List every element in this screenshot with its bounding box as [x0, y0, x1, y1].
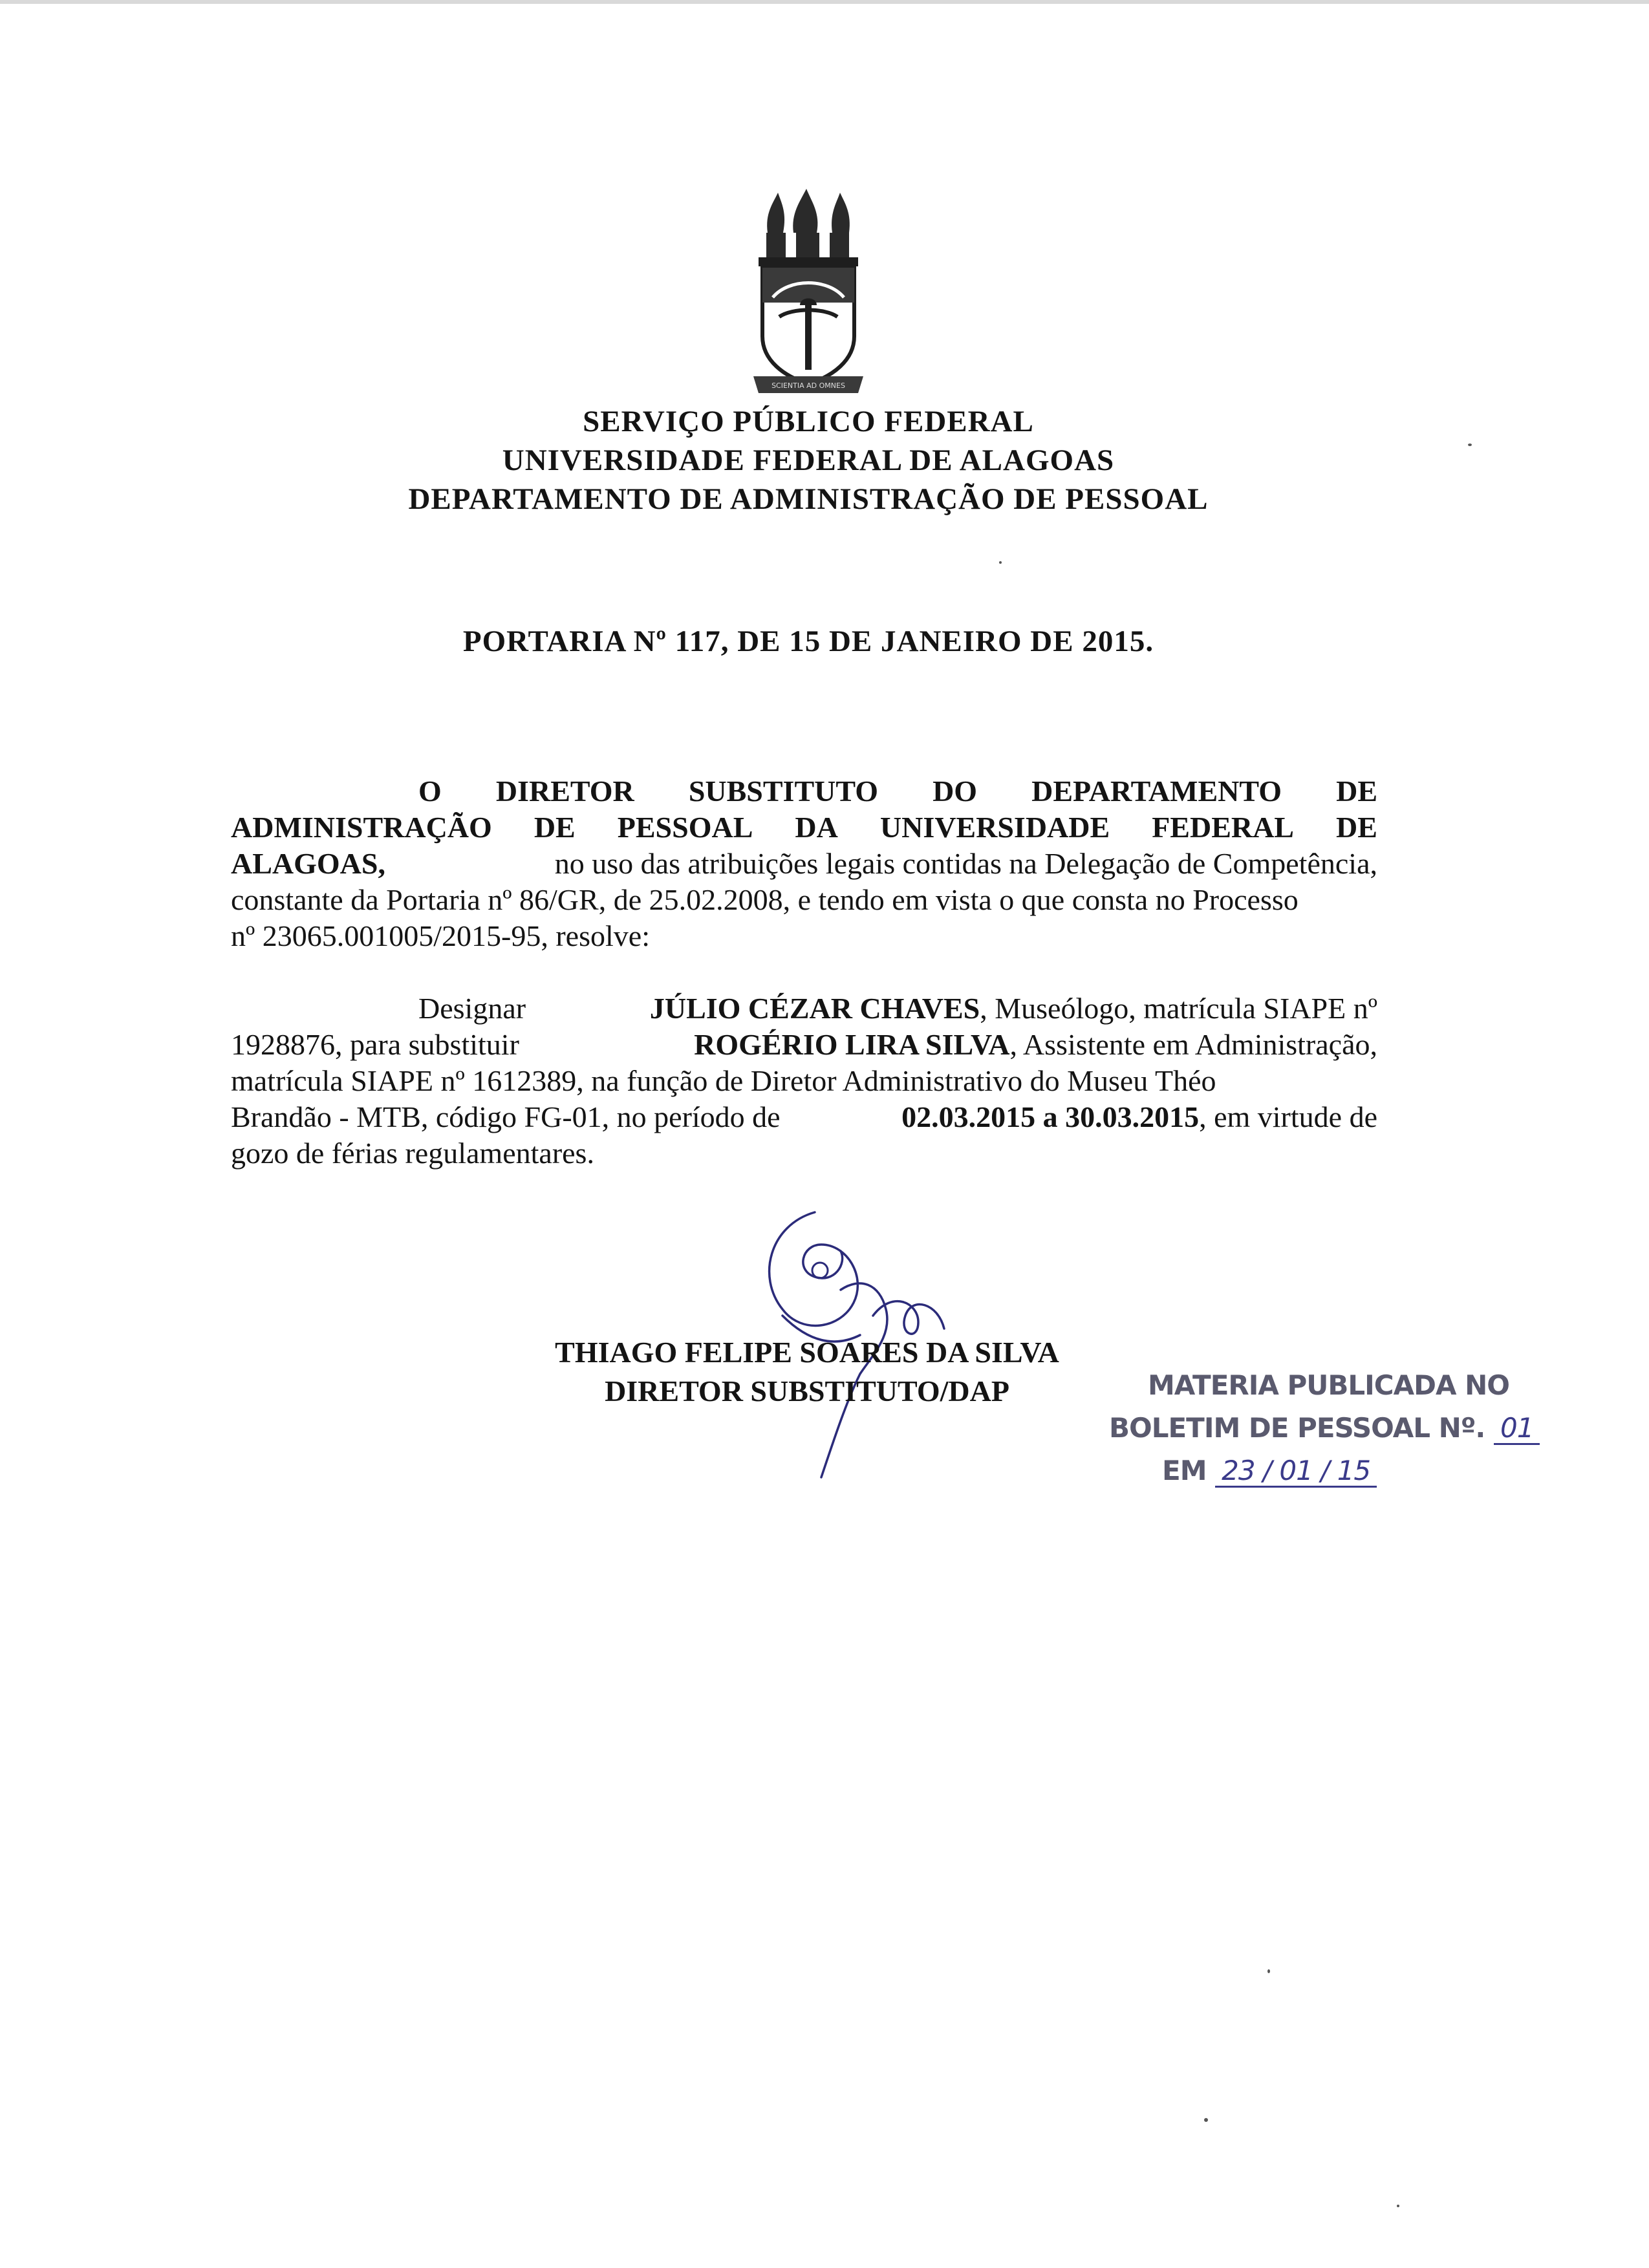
scan-speck: [1397, 2205, 1399, 2207]
designation-line-5: [231, 1135, 1377, 1171]
preamble-word: UNIVERSIDADE: [879, 811, 1110, 844]
preamble-word: FEDERAL: [1152, 811, 1294, 844]
preamble-text: no uso das atribuições legais contidas na Delegação de Competência,: [554, 847, 1377, 880]
designation-paragraph: [231, 990, 1377, 1171]
designation-text: gozo de férias regulamentares.: [231, 1137, 594, 1170]
preamble-word: DE: [1336, 775, 1377, 808]
designation-line-1: [231, 990, 1377, 1027]
designation-text: , Museólogo, matrícula SIAPE nº: [980, 992, 1377, 1025]
ordinance-title: PORTARIA Nº 117, DE 15 DE JANEIRO DE 2015.: [462, 625, 1154, 658]
preamble-bold-text: ALAGOAS,: [231, 847, 385, 880]
scan-speck: [999, 561, 1002, 564]
preamble-paragraph: [231, 773, 1377, 954]
preamble-word: DEPARTAMENTO: [1031, 775, 1282, 808]
document-header: [0, 402, 1617, 519]
stamp-line-3: [1109, 1450, 1484, 1492]
designee-name: JÚLIO CÉZAR CHAVES: [649, 992, 980, 1025]
preamble-word: DE: [534, 811, 576, 844]
crest-motto: SCIENTIA AD OMNES: [771, 381, 845, 390]
preamble-line-5: [231, 918, 1377, 954]
designation-line-4: [231, 1099, 1377, 1135]
signer-name: THIAGO FELIPE SOARES DA SILVA: [555, 1336, 1059, 1369]
stamp-label: BOLETIM DE PESSOAL Nº.: [1109, 1412, 1485, 1444]
scan-top-edge: [0, 0, 1649, 4]
preamble-word: PESSOAL: [617, 811, 753, 844]
designation-text: Designar: [418, 992, 526, 1025]
scan-speck: [1267, 1969, 1270, 1973]
preamble-word: O: [418, 775, 442, 808]
designation-line-3: [231, 1063, 1377, 1099]
preamble-line-3: [231, 846, 1377, 882]
substituted-name: ROGÉRIO LIRA SILVA: [694, 1028, 1010, 1061]
publication-date: 23 / 01 / 15: [1215, 1456, 1377, 1488]
designation-line-2: [231, 1027, 1377, 1063]
university-crest-logo: [753, 187, 863, 401]
period-dates: 02.03.2015 a 30.03.2015: [901, 1100, 1200, 1133]
preamble-word: SUBSTITUTO: [688, 775, 878, 808]
designation-text: , Assistente em Administração,: [1009, 1028, 1377, 1061]
designation-text: Brandão - MTB, código FG-01, no período de: [231, 1100, 781, 1133]
signer-role: DIRETOR SUBSTITUTO/DAP: [605, 1375, 1009, 1407]
preamble-word: DIRETOR: [495, 775, 634, 808]
stamp-label: EM: [1162, 1455, 1207, 1486]
header-line-university: UNIVERSIDADE FEDERAL DE ALAGOAS: [502, 444, 1115, 477]
stamp-line-1: MATERIA PUBLICADA NO: [1148, 1369, 1509, 1401]
preamble-line-1: [231, 773, 1377, 809]
publication-stamp: [1109, 1364, 1534, 1492]
preamble-text: nº 23065.001005/2015-95, resolve:: [231, 919, 650, 952]
scan-speck: [1468, 444, 1472, 446]
signer-block: [523, 1333, 1092, 1411]
designation-text: matrícula SIAPE nº 1612389, na função de Diretor Administrativo do Museu Théo: [231, 1064, 1216, 1097]
scan-speck: [1204, 2118, 1208, 2122]
preamble-word: DO: [932, 775, 978, 808]
preamble-word: DE: [1336, 811, 1377, 844]
preamble-line-4: [231, 882, 1377, 918]
header-line-service: SERVIÇO PÚBLICO FEDERAL: [583, 405, 1034, 438]
preamble-text: constante da Portaria nº 86/GR, de 25.02.2008, e tendo em vista o que consta no Processo: [231, 883, 1299, 916]
preamble-word: ADMINISTRAÇÃO: [231, 811, 492, 844]
preamble-line-2: [231, 809, 1377, 846]
preamble-word: DA: [795, 811, 838, 844]
designation-text: , em virtude de: [1199, 1100, 1377, 1133]
header-line-department: DEPARTAMENTO DE ADMINISTRAÇÃO DE PESSOAL: [408, 482, 1209, 516]
stamp-line-2: [1109, 1407, 1534, 1450]
bulletin-number: 01: [1494, 1413, 1540, 1445]
designation-text: 1928876, para substituir: [231, 1028, 519, 1061]
